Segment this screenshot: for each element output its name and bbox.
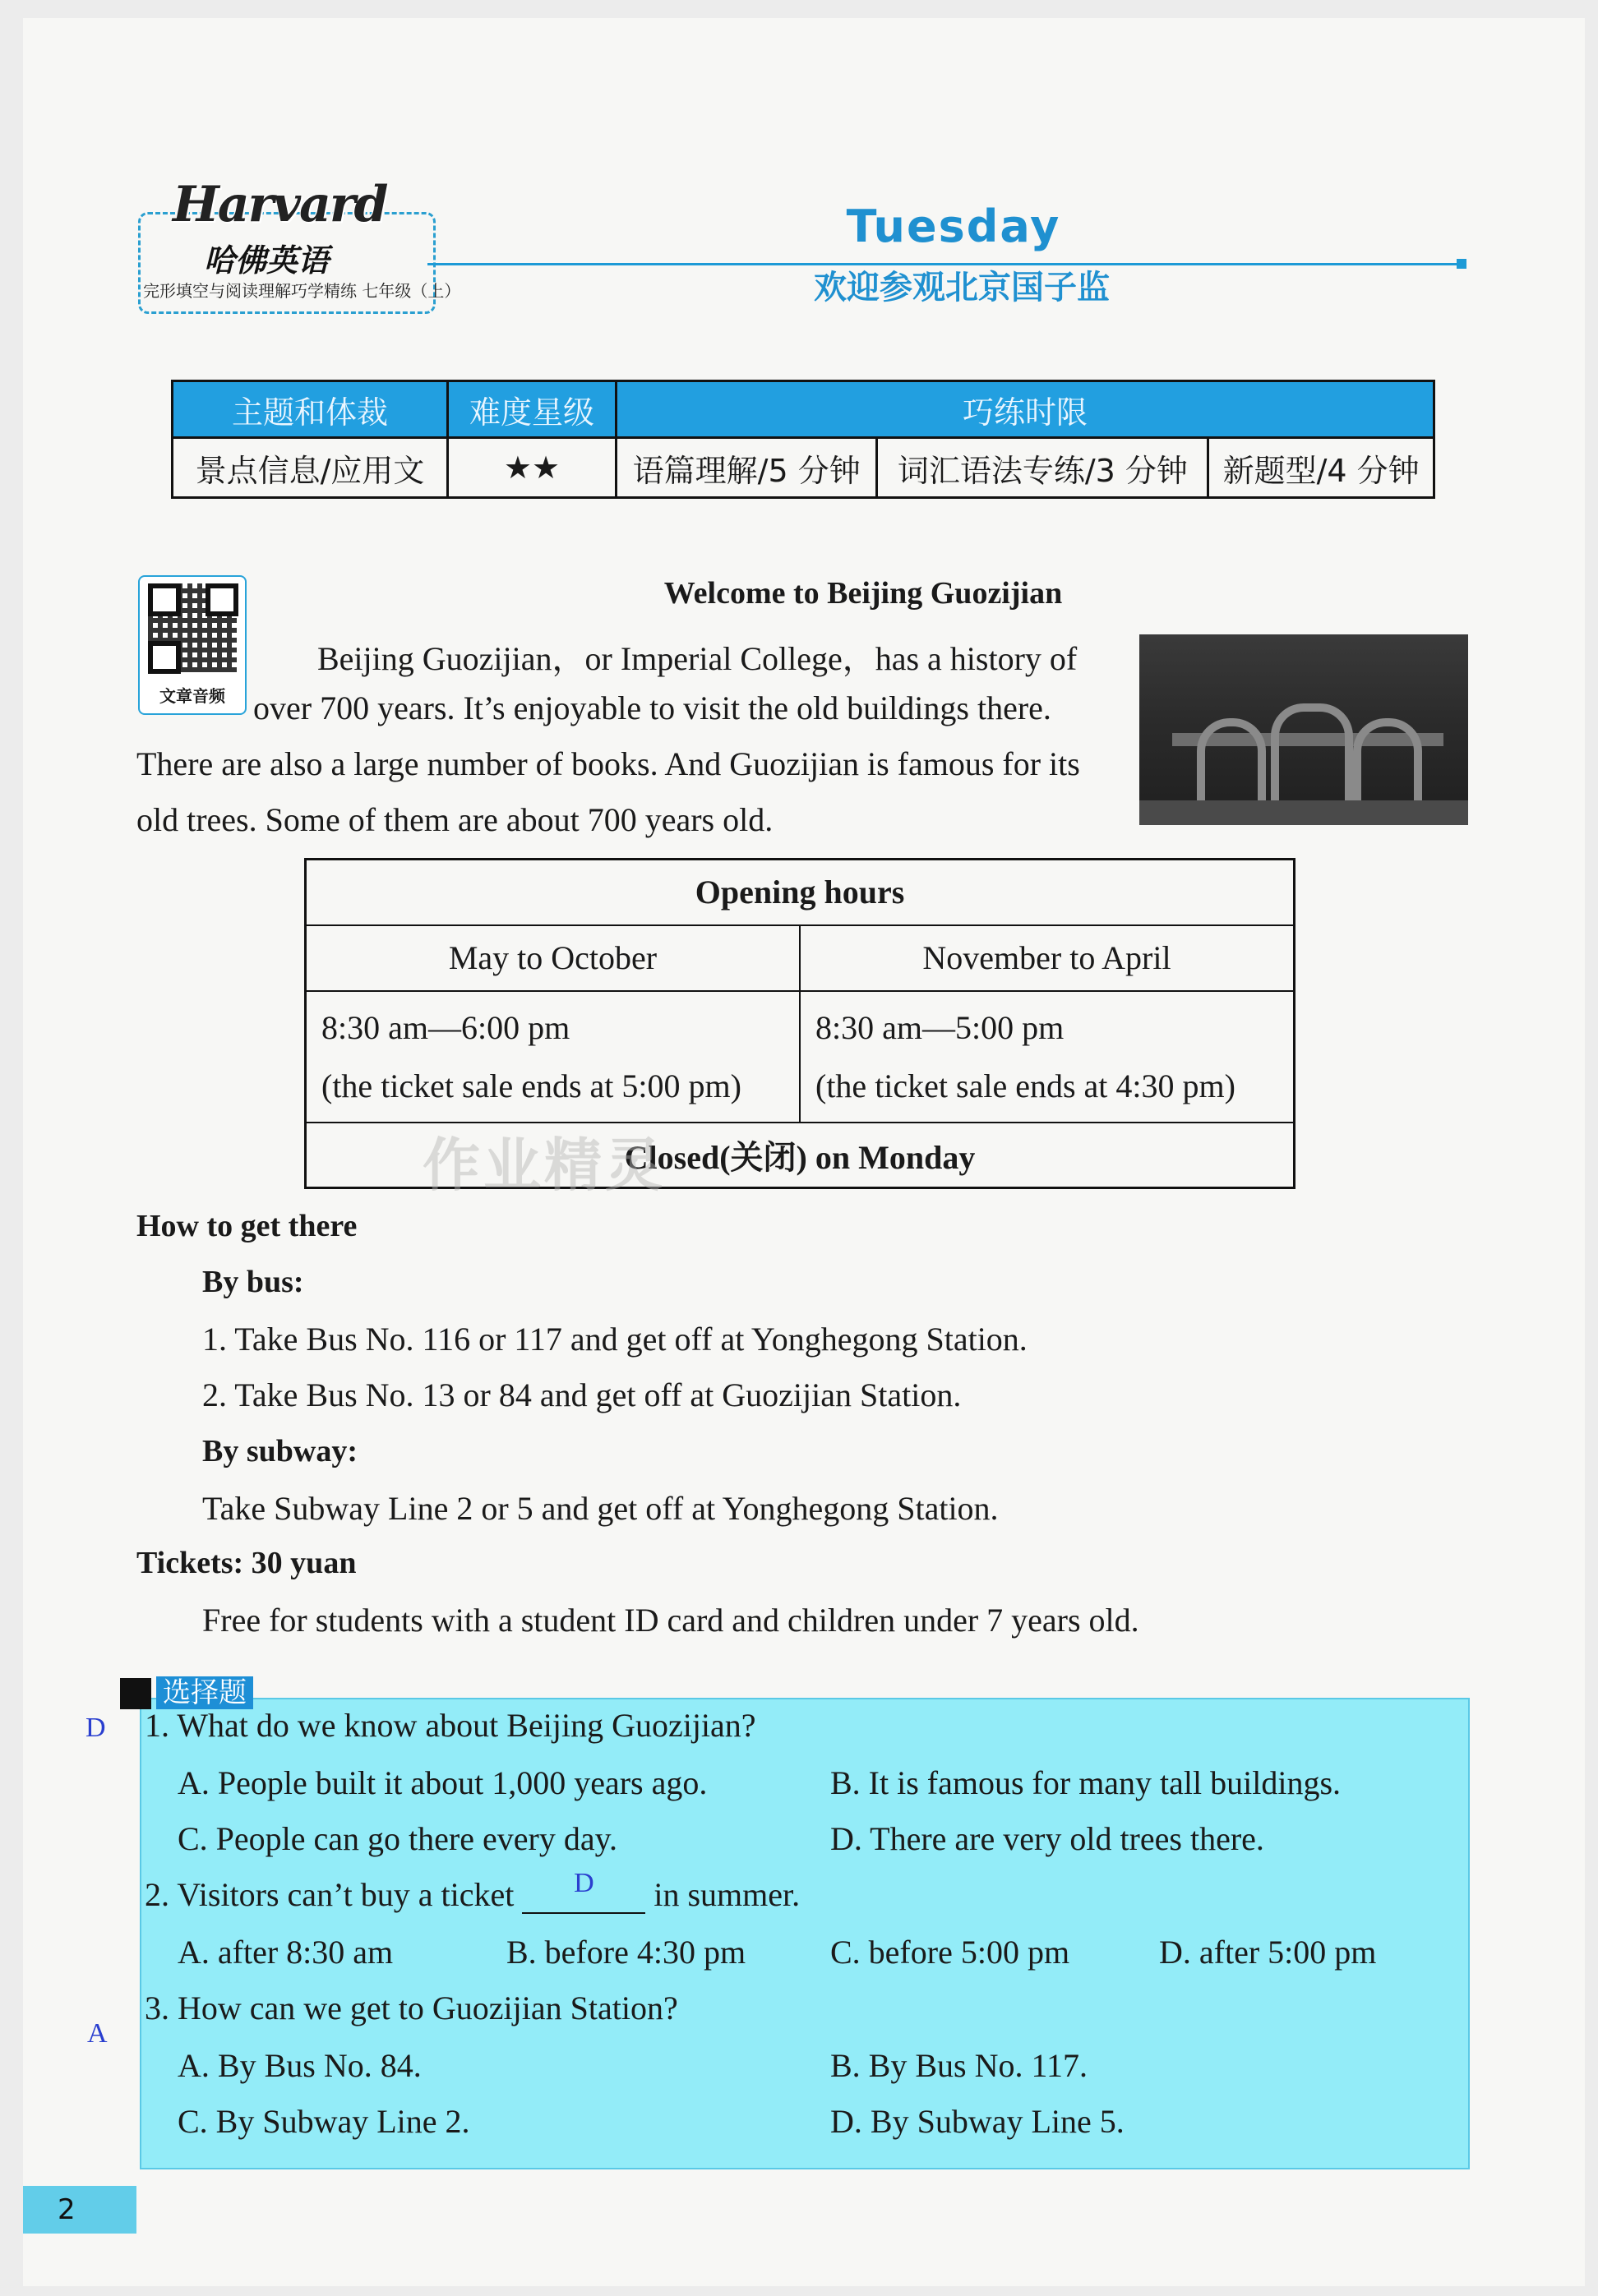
qr-finder bbox=[206, 583, 238, 616]
page-number: 2 bbox=[23, 2186, 136, 2234]
passage-title: Welcome to Beijing Guozijian bbox=[663, 576, 1063, 611]
header-rule-end bbox=[1457, 259, 1466, 269]
q2-blank[interactable] bbox=[522, 1868, 645, 1914]
q2-option-a[interactable]: A. after 8:30 am bbox=[178, 1934, 394, 1971]
hours-winter-time: 8:30 am—5:00 pm bbox=[815, 1008, 1065, 1046]
hours-winter-cell bbox=[800, 991, 1295, 1123]
section-label: 选择题 bbox=[156, 1676, 253, 1709]
info-stars: ★★ bbox=[448, 438, 617, 498]
passage-line: over 700 years. It’s enjoyable to visit the old buildings there. bbox=[253, 689, 1051, 726]
info-theme: 景点信息/应用文 bbox=[173, 438, 448, 498]
lesson-title: 欢迎参观北京国子监 bbox=[814, 269, 1110, 307]
hours-col-winter: November to April bbox=[800, 925, 1295, 991]
bus-label: By bus: bbox=[202, 1265, 304, 1299]
q1-option-a[interactable]: A. People built it about 1,000 years ago. bbox=[178, 1764, 708, 1801]
q2-option-d[interactable]: D. after 5:00 pm bbox=[1159, 1934, 1377, 1971]
q1-option-b[interactable]: B. It is famous for many tall buildings. bbox=[830, 1764, 1342, 1801]
q1-stem: 1. What do we know about Beijing Guozijian? bbox=[145, 1707, 756, 1744]
photo-arch bbox=[1271, 703, 1353, 802]
info-time-vocab: 词汇语法专练/3 分钟 bbox=[877, 438, 1208, 498]
directions-heading: How to get there bbox=[136, 1209, 358, 1243]
subway-label: By subway: bbox=[202, 1434, 358, 1468]
info-time-new: 新题型/4 分钟 bbox=[1208, 438, 1434, 498]
tickets-note: Free for students with a student ID card and children under 7 years old. bbox=[202, 1602, 1139, 1639]
q3-option-d[interactable]: D. By Subway Line 5. bbox=[830, 2103, 1125, 2140]
hours-closed: Closed(关闭) on Monday bbox=[306, 1123, 1295, 1188]
passage-line: old trees. Some of them are about 700 years old. bbox=[136, 801, 774, 838]
bus-route-2: 2. Take Bus No. 13 or 84 and get off at Guozijian Station. bbox=[202, 1376, 962, 1413]
q3-option-c[interactable]: C. By Subway Line 2. bbox=[178, 2103, 470, 2140]
q2-option-c[interactable]: C. before 5:00 pm bbox=[830, 1934, 1070, 1971]
info-header-difficulty: 难度星级 bbox=[448, 381, 617, 438]
book-subtitle: 完形填空与阅读理解巧学精练 七年级（上） bbox=[143, 281, 461, 301]
q1-option-c[interactable]: C. People can go there every day. bbox=[178, 1820, 617, 1857]
photo-arch bbox=[1353, 718, 1422, 802]
tickets-label: Tickets: 30 yuan bbox=[136, 1546, 357, 1580]
q3-stem: 3. How can we get to Guozijian Station? bbox=[145, 1989, 678, 2026]
info-header-theme: 主题和体裁 bbox=[173, 381, 448, 438]
logo-cn: 哈佛英语 bbox=[204, 242, 330, 279]
logo-harvard: Harvard bbox=[173, 176, 387, 233]
day-title: Tuesday bbox=[846, 201, 1061, 252]
subway-route: Take Subway Line 2 or 5 and get off at Yonghegong Station. bbox=[202, 1490, 999, 1527]
q3-option-a[interactable]: A. By Bus No. 84. bbox=[178, 2047, 422, 2084]
hours-summer-time: 8:30 am—6:00 pm bbox=[321, 1008, 570, 1046]
passage-line: Beijing Guozijian，or Imperial College，has a history of bbox=[317, 640, 1078, 677]
passage-line: There are also a large number of books. And Guozijian is famous for its bbox=[136, 745, 1080, 782]
qr-code[interactable] bbox=[138, 575, 247, 715]
info-time-reading: 语篇理解/5 分钟 bbox=[617, 438, 877, 498]
q1-option-d[interactable]: D. There are very old trees there. bbox=[830, 1820, 1264, 1857]
guozijian-photo bbox=[1139, 634, 1468, 825]
q2-stem-after: in summer. bbox=[654, 1876, 801, 1913]
bus-route-1: 1. Take Bus No. 116 or 117 and get off at Yonghegong Station. bbox=[202, 1321, 1028, 1358]
q1-answer: D bbox=[85, 1713, 106, 1743]
info-header-time: 巧练时限 bbox=[617, 381, 1434, 438]
q3-answer: A bbox=[87, 2018, 108, 2049]
exercise-info-table bbox=[171, 380, 1435, 499]
hours-summer-cell bbox=[306, 991, 801, 1123]
q2-answer: D bbox=[574, 1868, 594, 1898]
hours-col-summer: May to October bbox=[306, 925, 801, 991]
q2-stem-before: 2. Visitors can’t buy a ticket bbox=[145, 1876, 515, 1913]
photo-ground bbox=[1139, 800, 1468, 825]
hours-title: Opening hours bbox=[306, 860, 1295, 925]
hours-summer-note: (the ticket sale ends at 5:00 pm) bbox=[321, 1067, 741, 1104]
photo-arch bbox=[1197, 718, 1266, 802]
qr-finder bbox=[148, 583, 181, 616]
qr-label: 文章音频 bbox=[159, 686, 225, 706]
section-marker bbox=[120, 1678, 151, 1709]
hours-winter-note: (the ticket sale ends at 4:30 pm) bbox=[815, 1067, 1235, 1104]
q2-stem bbox=[145, 1868, 801, 1914]
q2-option-b[interactable]: B. before 4:30 pm bbox=[506, 1934, 746, 1971]
qr-finder bbox=[148, 641, 181, 674]
q3-option-b[interactable]: B. By Bus No. 117. bbox=[830, 2047, 1088, 2084]
watermark: 作业精灵 bbox=[423, 1132, 666, 1199]
